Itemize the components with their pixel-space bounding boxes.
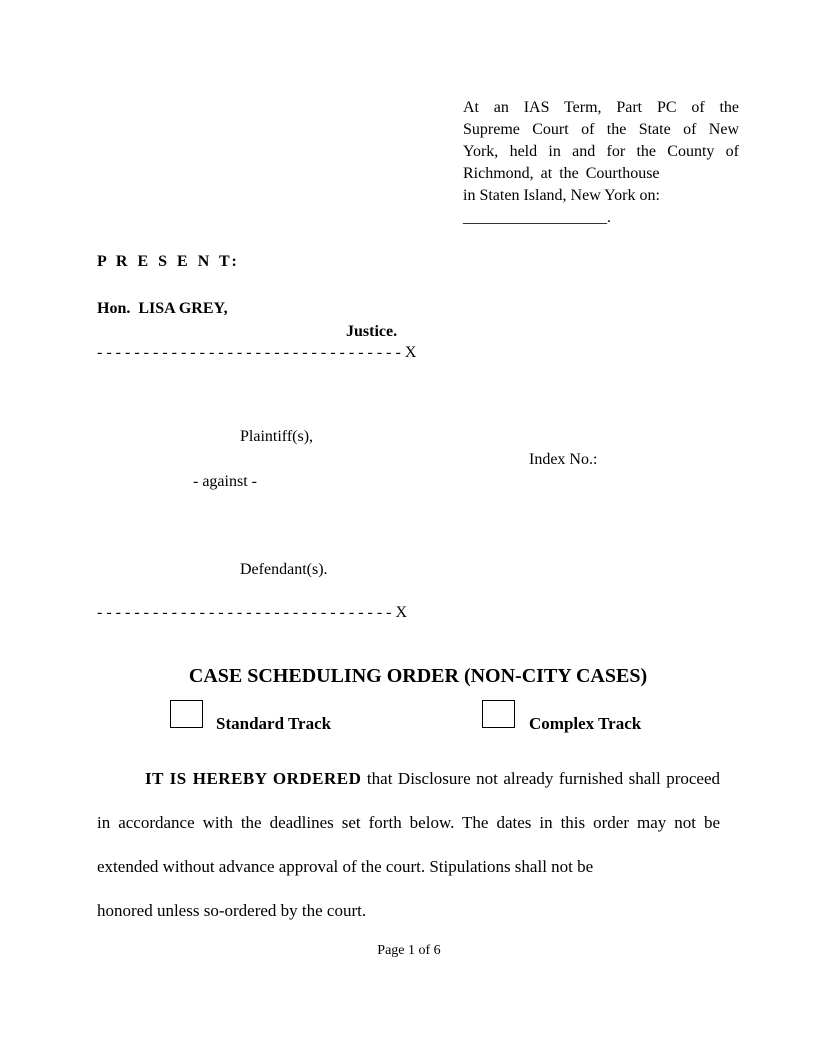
index-number-label: Index No.: bbox=[529, 451, 598, 468]
caption-date-blank: __________________. bbox=[463, 209, 611, 226]
complex-track-checkbox[interactable] bbox=[482, 700, 515, 728]
court-caption bbox=[463, 97, 739, 229]
order-text-last: honored unless so-ordered by the court. bbox=[97, 901, 367, 920]
judge-line bbox=[97, 300, 228, 318]
order-paragraph bbox=[97, 757, 720, 933]
standard-track-label: Standard Track bbox=[216, 714, 332, 733]
caption-line-3: York, held in and for the County of bbox=[463, 143, 739, 160]
present-label: P R E S E N T: bbox=[97, 253, 240, 270]
defendant-label: Defendant(s). bbox=[240, 561, 328, 578]
separator-bottom: - - - - - - - - - - - - - - - - - - - - - - - - - - - - - - - - X bbox=[97, 604, 408, 621]
judge-title: Justice. bbox=[346, 323, 398, 340]
judge-name: LISA GREY, bbox=[138, 300, 228, 317]
caption-line-2: Supreme Court of the State of New bbox=[463, 121, 739, 138]
order-lead: IT IS HEREBY ORDERED bbox=[145, 769, 362, 788]
order-text: that Disclosure not already furnished shall proceed in accordance with the deadlines set forth below. The dates in this order may not be extended without advance approval of the court. Stipulations shall not be bbox=[97, 769, 721, 876]
complex-track-label: Complex Track bbox=[529, 714, 642, 733]
against-label: - against - bbox=[193, 473, 257, 490]
judge-honorific: Hon. bbox=[97, 300, 131, 317]
caption-line-5: in Staten Island, New York on: bbox=[463, 187, 660, 204]
page-number: Page 1 of 6 bbox=[377, 943, 441, 958]
order-title: CASE SCHEDULING ORDER (NON-CITY CASES) bbox=[188, 665, 648, 687]
standard-track-checkbox[interactable] bbox=[170, 700, 203, 728]
plaintiff-label: Plaintiff(s), bbox=[240, 428, 314, 445]
caption-line-1: At an IAS Term, Part PC of the bbox=[463, 99, 739, 116]
caption-line-4: Richmond, at the Courthouse bbox=[463, 165, 660, 182]
separator-top: - - - - - - - - - - - - - - - - - - - - - - - - - - - - - - - - - X bbox=[97, 344, 417, 361]
